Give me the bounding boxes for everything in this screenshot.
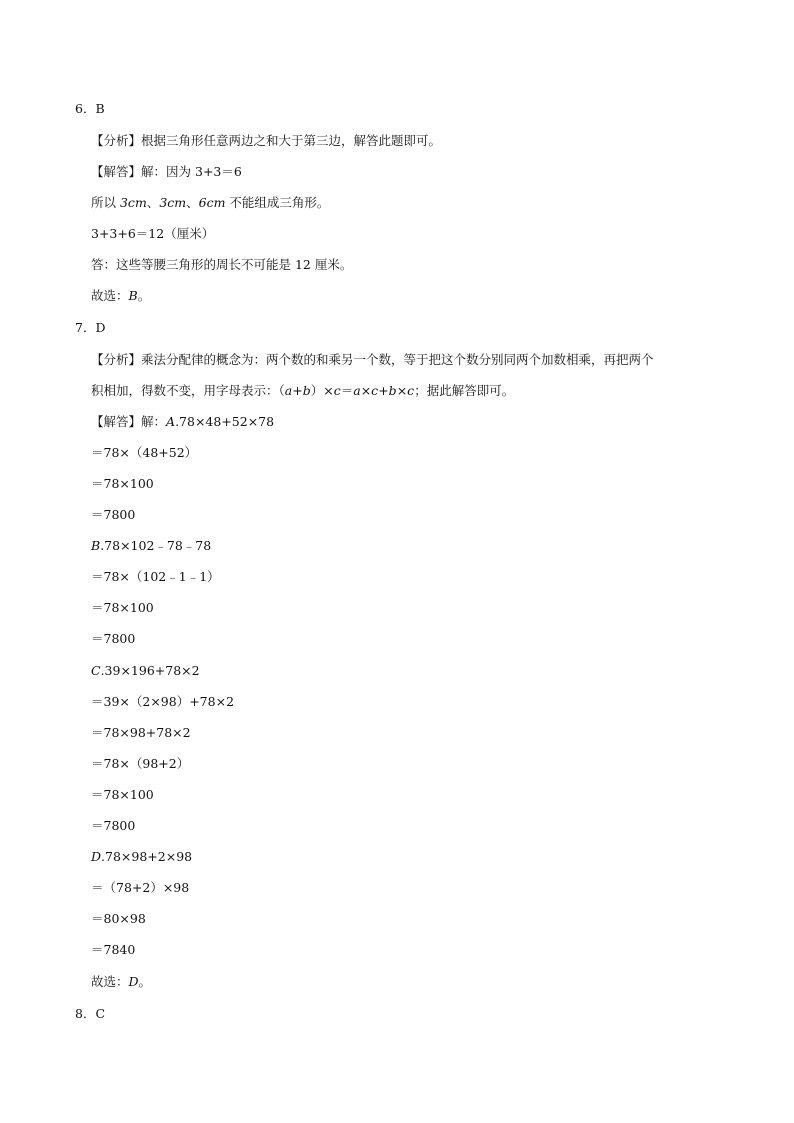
text: 积相加，得数不变，用字母表示：（ (91, 383, 285, 398)
option-d-expression (91, 849, 192, 865)
q7-number: 7．D (75, 320, 106, 335)
calc-step: ＝7800 (91, 631, 136, 646)
calc-step: ＝78×100 (91, 476, 154, 491)
q6-step-3: 答：这些等腰三角形的周长不可能是 12 厘米。 (91, 257, 353, 272)
calc-step: ＝7800 (91, 818, 136, 833)
op: + (378, 383, 389, 398)
analysis-text: 乘法分配律的概念为：两个数的和乘另一个数，等于把这个数分别同两个加数相乘，再把两个 (141, 352, 654, 367)
analysis-text: 根据三角形任意两边之和大于第三边，解答此题即可。 (141, 133, 442, 148)
option-c-expression (91, 663, 200, 679)
analysis-tag: 【分析】 (91, 133, 142, 148)
q6-step-2: 3+3+6＝12（厘米） (91, 226, 215, 241)
q7-answer (91, 414, 274, 430)
option-letter: B (91, 538, 101, 553)
option-letter: D (91, 849, 102, 864)
calc-step: ＝78×（48+52） (91, 445, 198, 460)
var-a: a (284, 383, 293, 398)
var-c: c (407, 383, 415, 398)
option-letter: C (91, 663, 101, 678)
var-a: a (353, 383, 361, 398)
q6-analysis (91, 133, 441, 149)
calc-step: ＝78×100 (91, 787, 154, 802)
calc-step: ＝78×（102﹣1﹣1） (91, 569, 220, 584)
calc-step: ＝78×98+78×2 (91, 725, 191, 740)
option-letter: A (166, 414, 176, 429)
var-c: c (333, 383, 341, 398)
text: 。 (137, 288, 151, 303)
choice-letter: D (128, 974, 139, 989)
calc-step: ＝（78+2）×98 (91, 880, 190, 895)
var-b: b (302, 383, 311, 398)
answer-prefix: 解： (141, 414, 167, 429)
answer-tag: 【解答】 (91, 414, 142, 429)
q7-choice (91, 974, 151, 990)
option-b-expression (91, 538, 211, 554)
op: ＝ (340, 383, 354, 398)
q6-choice (91, 288, 150, 304)
text: 故选： (91, 974, 129, 989)
value-3cm-b: 3cm (159, 195, 187, 210)
calc-step: ＝39×（2×98）+78×2 (91, 694, 235, 709)
expression: .78×98+2×98 (101, 849, 193, 864)
calc-step: ＝78×100 (91, 600, 154, 615)
q6-number: 6．B (75, 101, 105, 116)
separator: 、 (186, 195, 199, 210)
q6-step-1 (91, 195, 329, 211)
value-6cm: 6cm (198, 195, 226, 210)
text: 所以 (91, 195, 120, 210)
q6-answer (91, 164, 242, 180)
op: × (360, 383, 372, 398)
op: + (292, 383, 303, 398)
var-c: c (371, 383, 379, 398)
var-b: b (388, 383, 397, 398)
text: 不能组成三角形。 (225, 195, 330, 210)
answer-text: 解：因为 3+3＝6 (141, 164, 242, 179)
q7-analysis-line-1 (91, 352, 654, 368)
analysis-tag: 【分析】 (91, 352, 142, 367)
op: ）× (310, 383, 334, 398)
expression: .78×102﹣78﹣78 (100, 538, 212, 553)
q7-analysis-line-2 (91, 383, 514, 399)
text: ；据此解答即可。 (414, 383, 515, 398)
separator: 、 (146, 195, 160, 210)
calc-step: ＝7840 (91, 942, 136, 957)
expression: .39×196+78×2 (100, 663, 200, 678)
expression: .78×48+52×78 (175, 414, 275, 429)
text: 。 (138, 974, 152, 989)
calc-step: ＝78×（98+2） (91, 756, 190, 771)
calc-step: ＝7800 (91, 507, 136, 522)
answer-tag: 【解答】 (91, 164, 142, 179)
value-3cm: 3cm (119, 195, 147, 210)
q8-number: 8．C (75, 1006, 106, 1021)
choice-letter: B (128, 288, 138, 303)
calc-step: ＝80×98 (91, 911, 146, 926)
op: × (396, 383, 408, 398)
text: 故选： (91, 288, 129, 303)
